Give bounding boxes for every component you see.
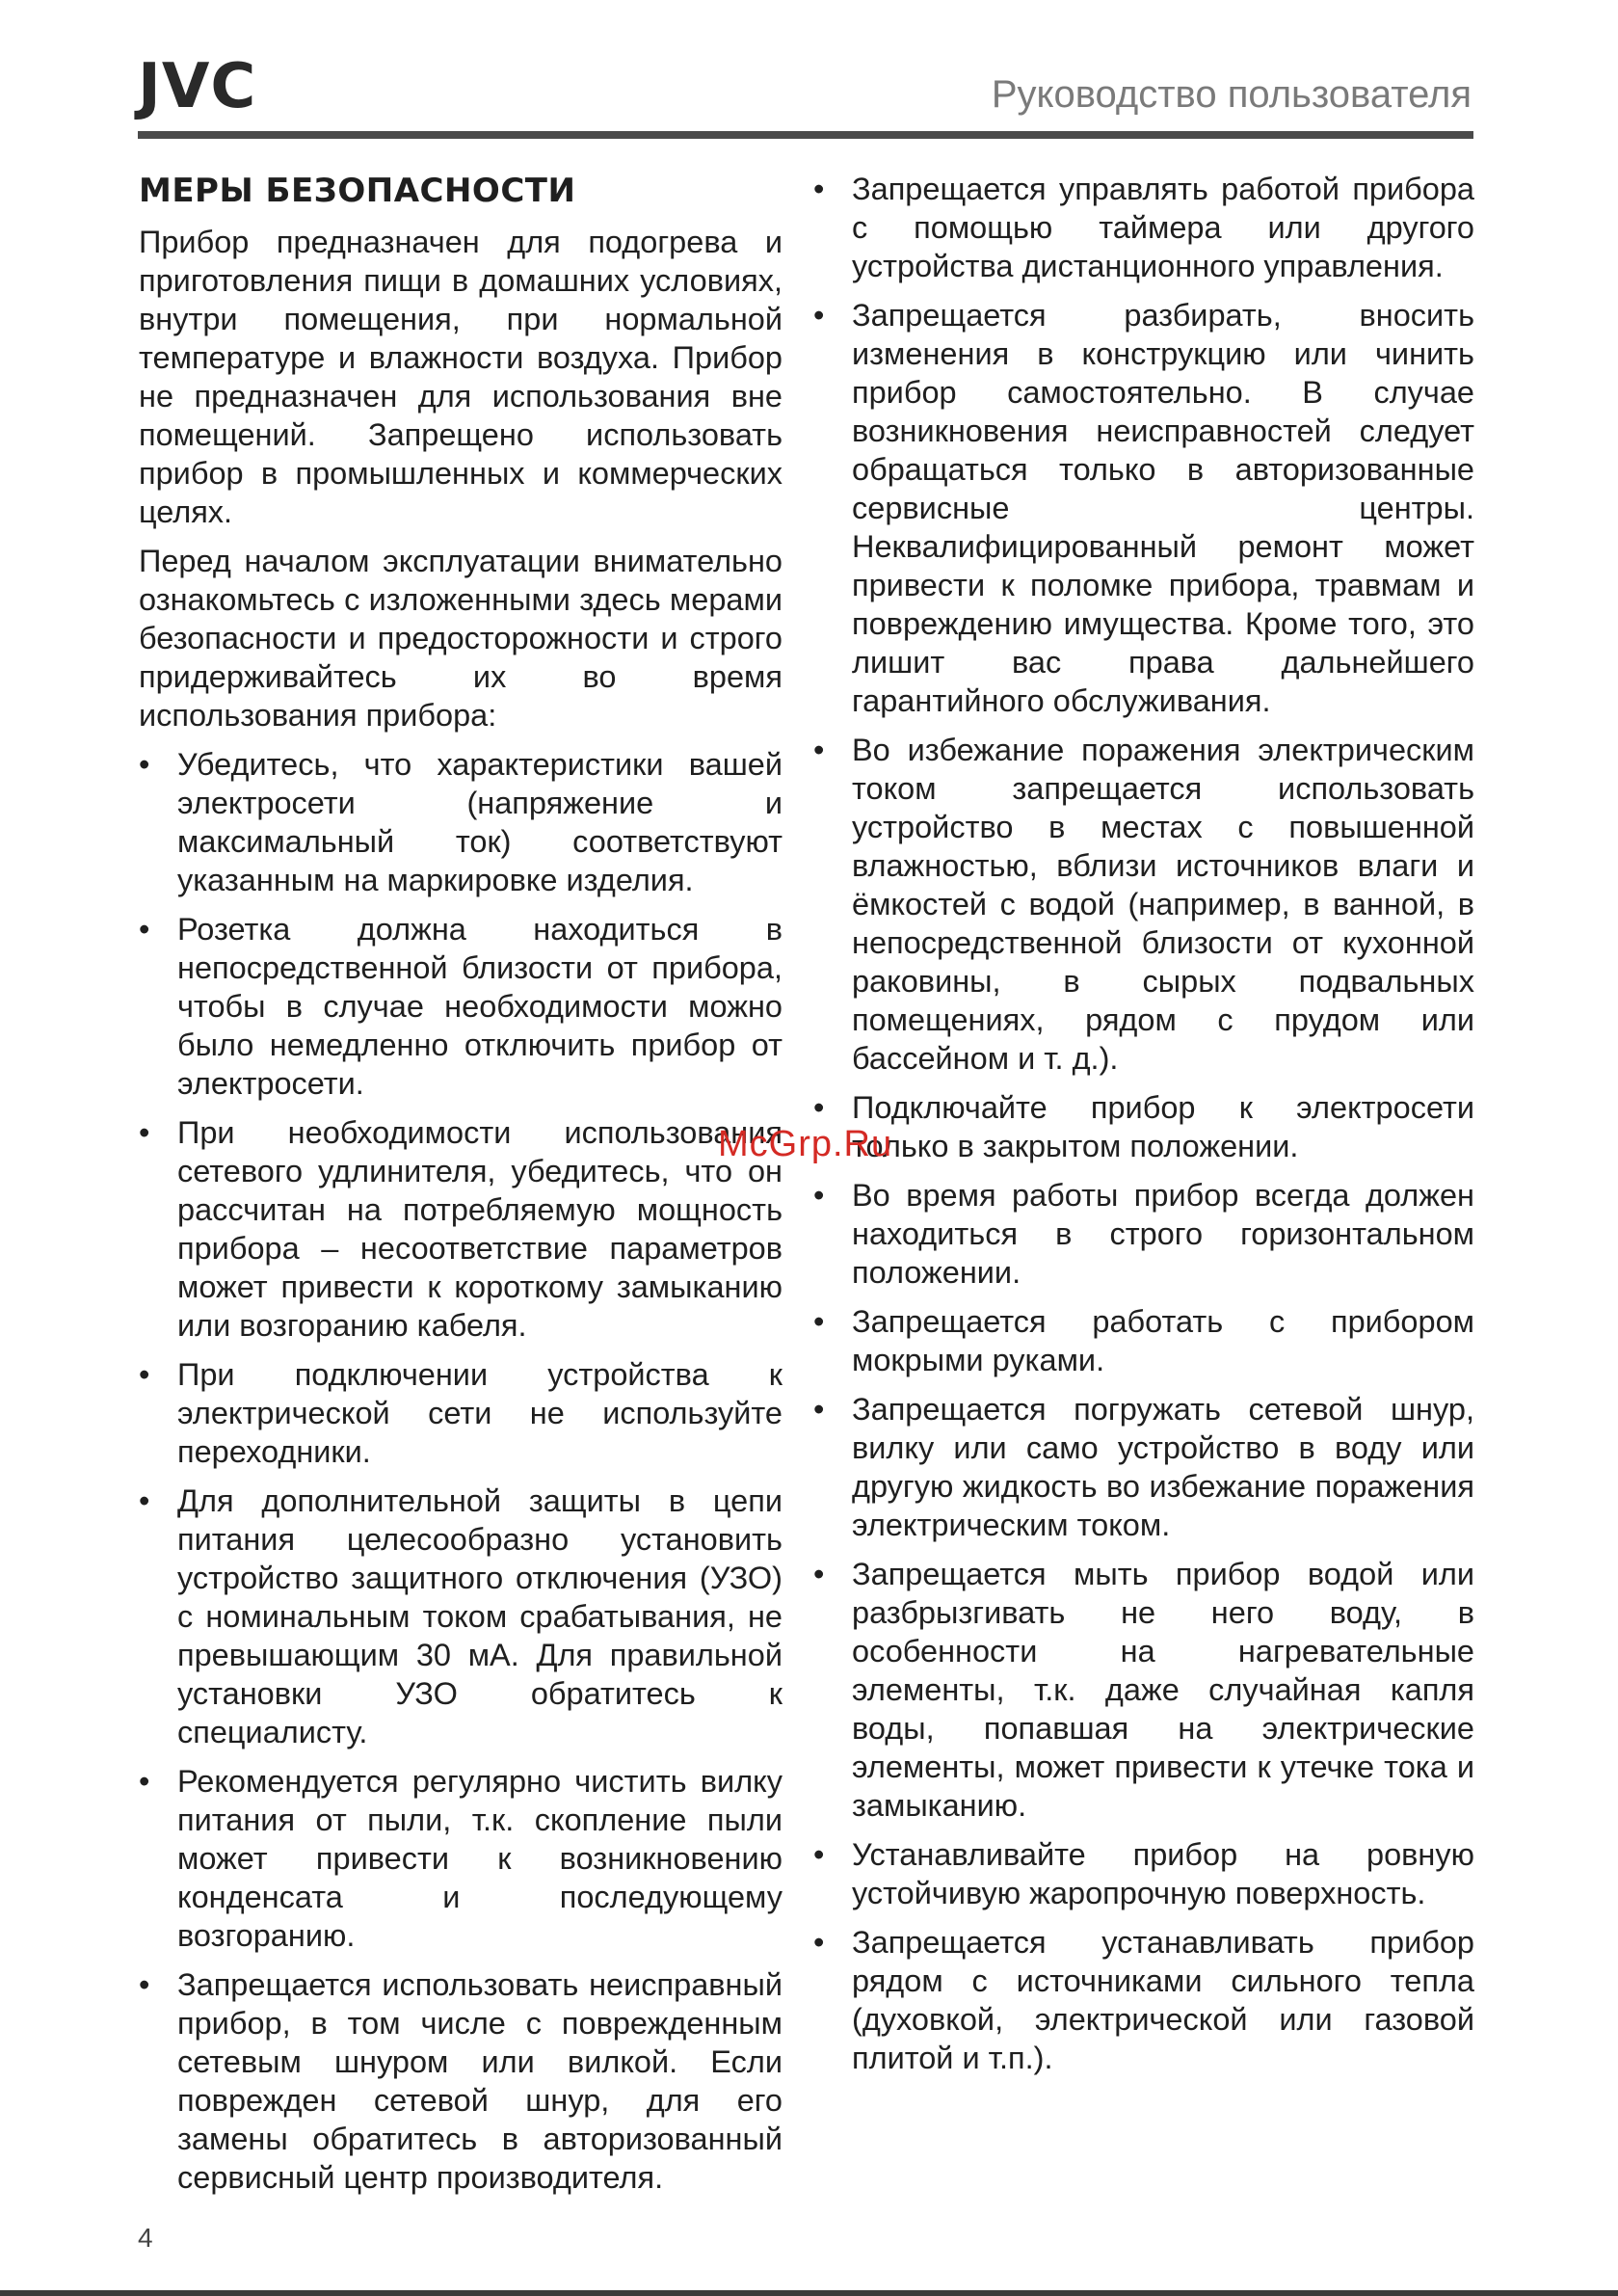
list-item: [813, 296, 1474, 720]
list-item-text: Для дополнительной защиты в цепи питания целесообразно установить устройство защитного отключения (УЗО) с номинальным током срабатывания, не превышающим 30 мА. Для правильной установки УЗО обратитесь к специалисту.: [177, 1483, 782, 1749]
bullet-icon: •: [813, 1925, 825, 1960]
bullet-icon: •: [813, 1557, 825, 1591]
list-item-text: Запрещается управлять работой прибора с помощью таймера или другого устройства дистанционного управления.: [852, 172, 1474, 283]
page-number: 4: [138, 2223, 153, 2253]
list-item-text: Запрещается погружать сетевой шнур, вилку или само устройство в воду или другую жидкость во избежание поражения электрическим током.: [852, 1392, 1474, 1542]
list-item: [813, 1923, 1474, 2077]
list-item: [139, 1762, 782, 1955]
bullet-icon: •: [139, 912, 150, 947]
bullet-icon: •: [813, 172, 825, 206]
list-item-text: Запрещается использовать неисправный прибор, в том числе с поврежденным сетевым шнуром или вилкой. Если поврежден сетевой шнур, для его замены обратитесь в авторизованный сервисный центр производителя.: [177, 1967, 782, 2195]
bullet-icon: •: [139, 1764, 150, 1799]
bullet-icon: •: [139, 1967, 150, 2002]
bullet-icon: •: [813, 1178, 825, 1213]
list-item: [813, 1176, 1474, 1292]
bullet-icon: •: [139, 1115, 150, 1150]
list-item: [813, 1555, 1474, 1825]
intro-paragraph: Перед началом эксплуатации внимательно ознакомьтесь с изложенными здесь мерами безопасности и предосторожности и строго придерживайтесь их во время использования прибора:: [139, 544, 782, 733]
left-column: [139, 170, 782, 2207]
brand-logo: JVC: [138, 51, 257, 122]
list-item: [813, 1088, 1474, 1165]
bullet-icon: •: [813, 733, 825, 767]
list-item: [813, 1302, 1474, 1379]
list-item-text: Розетка должна находиться в непосредственной близости от прибора, чтобы в случае необходимости можно было немедленно отключить прибор от электросети.: [177, 912, 782, 1101]
list-item-text: Убедитесь, что характеристики вашей электросети (напряжение и максимальный ток) соответствуют указанным на маркировке изделия.: [177, 747, 782, 897]
list-item: [139, 1482, 782, 1751]
bullet-icon: •: [813, 1304, 825, 1339]
list-item-text: Запрещается мыть прибор водой или разбрызгивать не него воду, в особенности на нагревательные элементы, т.к. даже случайная капля воды, попавшая на электрические элементы, может привести к утечке тока и замыканию.: [852, 1557, 1474, 1823]
bullet-icon: •: [813, 1392, 825, 1427]
list-item: [813, 1390, 1474, 1544]
list-item: [139, 910, 782, 1103]
list-item: [813, 1835, 1474, 1912]
list-item-text: Рекомендуется регулярно чистить вилку питания от пыли, т.к. скопление пыли может привести к возникновению конденсата и последующему возгоранию.: [177, 1764, 782, 1953]
header-title: Руководство пользователя: [991, 73, 1472, 116]
header-divider: [138, 131, 1473, 139]
list-item: [139, 1965, 782, 2197]
bullet-icon: •: [139, 747, 150, 782]
section-heading: МЕРЫ БЕЗОПАСНОСТИ: [139, 172, 576, 210]
list-item-text: Запрещается работать с прибором мокрыми руками.: [852, 1304, 1474, 1377]
list-item-text: Во время работы прибор всегда должен находиться в строго горизонтальном положении.: [852, 1178, 1474, 1290]
list-item-text: Запрещается устанавливать прибор рядом с источниками сильного тепла (духовкой, электрической или газовой плитой и т.п.).: [852, 1925, 1474, 2075]
bullet-icon: •: [139, 1483, 150, 1518]
bullet-icon: •: [813, 1837, 825, 1872]
safety-list-right: [813, 170, 1474, 2077]
bullet-icon: •: [813, 298, 825, 333]
list-item-text: Во избежание поражения электрическим током запрещается использовать устройство в местах с повышенной влажностью, вблизи источников влаги и ёмкостей с водой (например, в ванной, в непосредственной близости от кухонной раковины, в сырых подвальных помещениях, рядом с прудом или бассейном и т. д.).: [852, 733, 1474, 1076]
watermark-link: McGrp.Ru: [718, 1124, 893, 1164]
bullet-icon: •: [813, 1090, 825, 1125]
bottom-edge-band: [0, 2290, 1618, 2296]
safety-list-left: [139, 745, 782, 2197]
bullet-icon: •: [139, 1357, 150, 1392]
intro-paragraph: Прибор предназначен для подогрева и приготовления пищи в домашних условиях, внутри помещения, при нормальной температуре и влажности воздуха. Прибор не предназначен для использования вне помещений. Запрещено использовать прибор в промышленных и коммерческих целях.: [139, 225, 782, 529]
list-item: [813, 731, 1474, 1078]
list-item-text: Запрещается разбирать, вносить изменения в конструкцию или чинить прибор самостоятельно. В случае возникновения неисправностей следует обращаться только в авторизованные сервисные центры. Неквалифицированный ремонт может привести к поломке прибора, травмам и повреждению имущества. Кроме того, это лишит вас права дальнейшего гарантийного обслуживания.: [852, 298, 1474, 718]
list-item: [139, 1355, 782, 1471]
list-item-text: При подключении устройства к электрической сети не используйте переходники.: [177, 1357, 782, 1469]
list-item-text: При необходимости использования сетевого удлинителя, убедитесь, что он рассчитан на потребляемую мощность прибора – несоответствие параметров может привести к короткому замыканию или возгоранию кабеля.: [177, 1115, 782, 1343]
list-item: [813, 170, 1474, 285]
list-item-text: Устанавливайте прибор на ровную устойчивую жаропрочную поверхность.: [852, 1837, 1474, 1910]
list-item-text: Подключайте прибор к электросети только в закрытом положении.: [852, 1090, 1474, 1163]
right-column: [813, 170, 1474, 2088]
list-item: [139, 1113, 782, 1345]
list-item: [139, 745, 782, 899]
